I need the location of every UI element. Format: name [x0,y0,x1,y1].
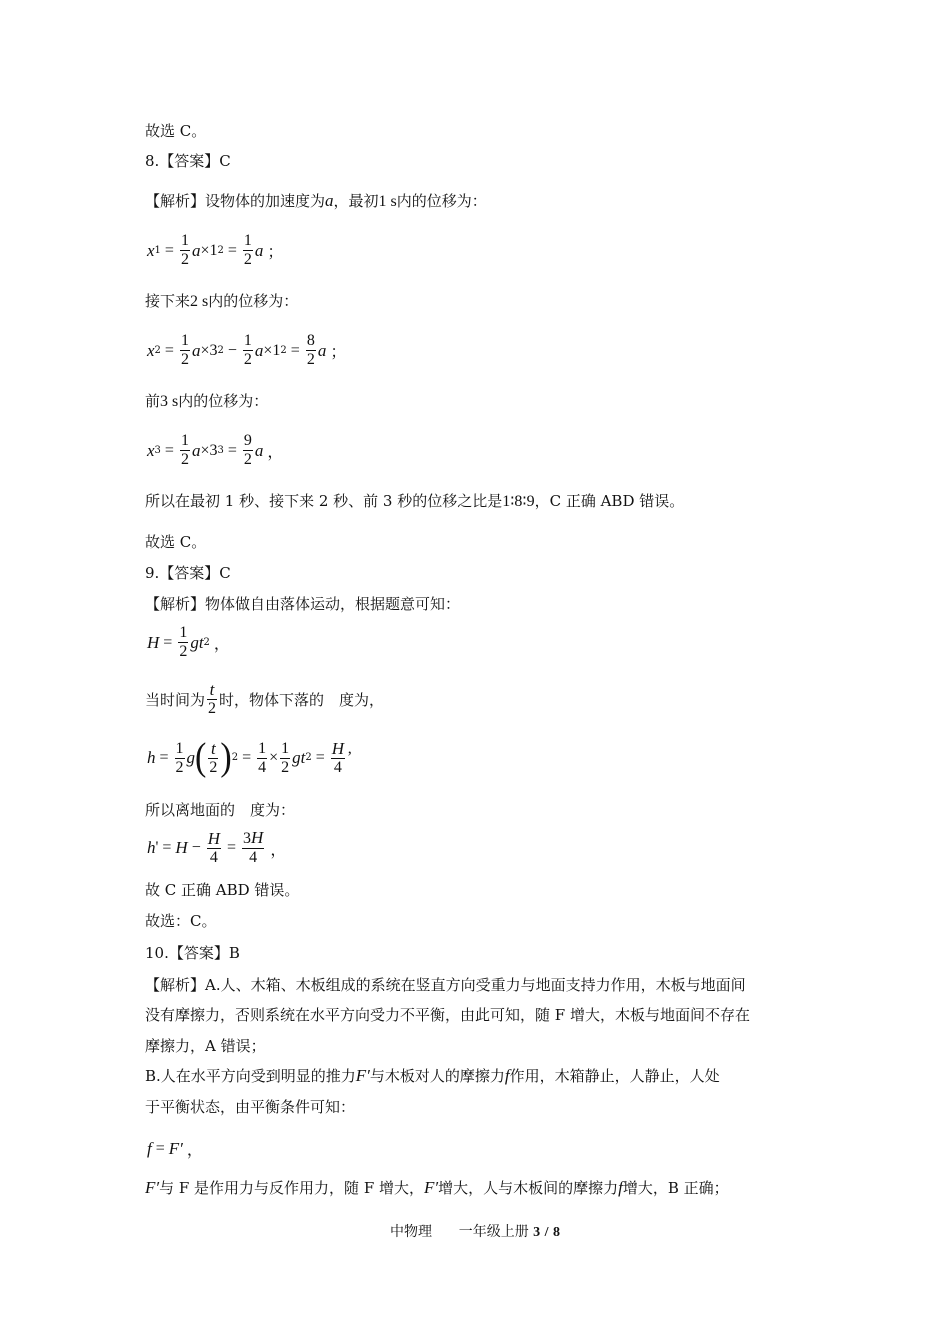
text: 与木板对人的摩擦力 [369,1067,505,1085]
analysis-9-correct: 故 C 正确 ABD 错误。 [145,881,300,899]
math-F-prime: F′ [355,1066,370,1085]
text: ，C 正确 ABD 错误。 [534,492,685,510]
math-2s: 2 s [190,293,209,310]
math-F-prime: F′ [424,1178,439,1197]
equation-x2: x 2 = $\frac{1}{2}$ a ×3 2 − $\frac{1}{2}$ a ×1 2 = $\frac{8}{2}$ a ； [147,332,347,368]
text: 内的位移为： [396,192,487,210]
text: ，最初 [333,192,379,210]
answer-8-heading: 8.【答案】C [145,152,231,170]
analysis-10-line1: 【解析】A.人、木箱、木板组成的系统在竖直方向受重力与地面支持力作用，木板与地面间 [145,976,746,994]
page-footer [0,1221,950,1241]
text: 与 F 是作用力与反作用力，随 F 增大， [159,1179,424,1197]
equation-h-prime: h ' = H − $\frac{H}{4}$ = $\frac{3H}{4}$ ， [147,828,287,866]
analysis-10-line2: 没有摩擦力，否则系统在水平方向受力不平衡，由此可知，随 F 增大，木板与地面间不存在 [145,1006,750,1024]
text: B.人在水平方向受到明显的推力 [145,1067,356,1085]
equation-x1: x 1 = $\frac{1}{2}$ a ×1 2 = $\frac{1}{2}$ a ； [147,232,284,268]
analysis-8-ratio [145,491,684,512]
answer-10-heading: 10.【答案】B [145,944,240,962]
text: 时，物体下落的 度为， [219,690,385,709]
equation-f-equals: f = F′ ， [147,1138,203,1159]
analysis-10-line3: 摩擦力，A 错误； [145,1037,266,1055]
text: 作用，木箱静止，人静止，人处 [509,1067,720,1085]
footer-separator: / [544,1225,549,1240]
analysis-8-next [145,291,298,312]
text: 【解析】设物体的加速度为 [145,192,326,210]
text: 增大，B 正确； [622,1179,729,1197]
conclusion-9: 故选：C。 [145,912,217,930]
text: 内的位移为： [208,292,299,310]
text: 当时间为 [145,690,206,709]
math-F-prime: F′ [145,1178,160,1197]
answer-9-heading: 9.【答案】C [145,564,231,582]
conclusion-8: 故选 C。 [145,533,207,551]
equation-h: h = $\frac{1}{2}$ g ( $\frac{t}{2}$ ) 2 = $\frac{1}{4}$ × $\frac{1}{2}$ gt 2 = $\frac{H}{4}$ ’ [147,736,353,779]
analysis-10-line6 [145,1178,729,1198]
math-f: f [618,1178,623,1197]
analysis-8-intro [145,191,487,212]
text: 内的位移为： [178,392,269,410]
footer-grade: 一年级上册 [458,1224,529,1240]
math-f: f [504,1066,510,1085]
equation-x3: x 3 = $\frac{1}{2}$ a ×3 3 = $\frac{9}{2}$ a ， [147,432,284,468]
math-3s: 3 s [160,393,179,410]
footer-subject: 中物理 [390,1224,433,1240]
math-1s: 1 s [378,193,397,210]
math-ratio: 1∶8∶9 [502,493,535,510]
analysis-10-line5: 于平衡状态，由平衡条件可知： [145,1098,356,1116]
analysis-9-half-time: 当时间为 $\frac{t}{2}$ 时，物体下落的 度为， [145,680,385,717]
text: 所以在最初 1 秒、接下来 2 秒、前 3 秒的位移之比是 [145,492,503,510]
conclusion-line: 故选 C。 [145,122,207,140]
text: 增大，人与木板间的摩擦力 [438,1179,619,1197]
analysis-9-intro: 【解析】物体做自由落体运动，根据题意可知： [145,595,461,613]
analysis-9-ground: 所以离地面的 度为： [145,801,296,819]
analysis-10-line4 [145,1066,720,1086]
footer-page-number: 3 [533,1225,541,1240]
footer-total-pages: 8 [552,1225,560,1240]
analysis-8-first3 [145,391,268,412]
math-a: a [325,191,334,210]
equation-H: H = $\frac{1}{2}$ gt 2 ， [147,624,230,660]
text: 前 [145,392,161,410]
text: 接下来 [145,292,191,310]
